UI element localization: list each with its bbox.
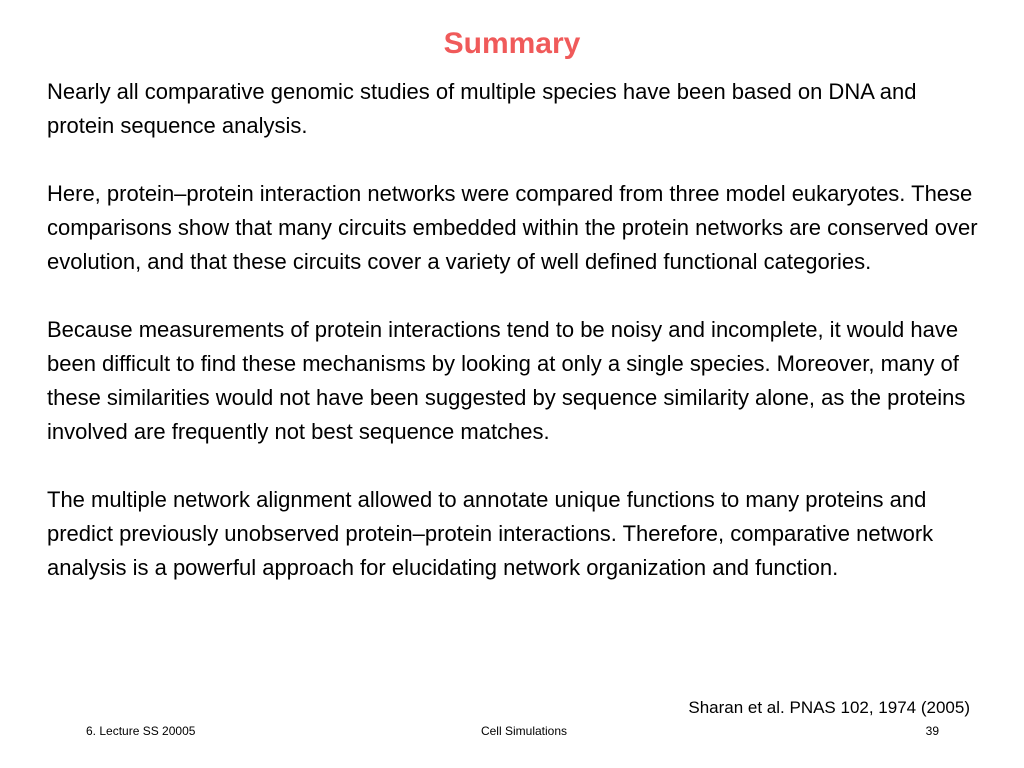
- footer-lecture-label: 6. Lecture SS 20005: [86, 724, 196, 738]
- slide-title: Summary: [443, 27, 581, 60]
- footer-course-title: Cell Simulations: [480, 724, 568, 738]
- paragraph-3: Because measurements of protein interactions tend to be noisy and incomplete, it would have been difficult to find these mechanisms by looking at only a single species. Moreover, many of these similarities would not have been suggested by sequence similarity alone, as the proteins involved are frequently not best sequence matches.: [47, 317, 966, 444]
- citation: Sharan et al. PNAS 102, 1974 (2005): [688, 698, 970, 717]
- paragraph-4: The multiple network alignment allowed to annotate unique functions to many proteins and predict previously unobserved protein–protein interactions. Therefore, comparative network analysis is a powerful approach for elucidating network organization and function.: [47, 487, 934, 580]
- paragraph-2: Here, protein–protein interaction networks were compared from three model eukaryotes. These comparisons show that many circuits embedded within the protein networks are conserved over evolution, and that these circuits cover a variety of well defined functional categories.: [47, 181, 978, 274]
- page-number: 39: [925, 724, 939, 738]
- paragraph-1: Nearly all comparative genomic studies of multiple species have been based on DNA and protein sequence analysis.: [47, 79, 917, 138]
- slide-body: [47, 75, 987, 585]
